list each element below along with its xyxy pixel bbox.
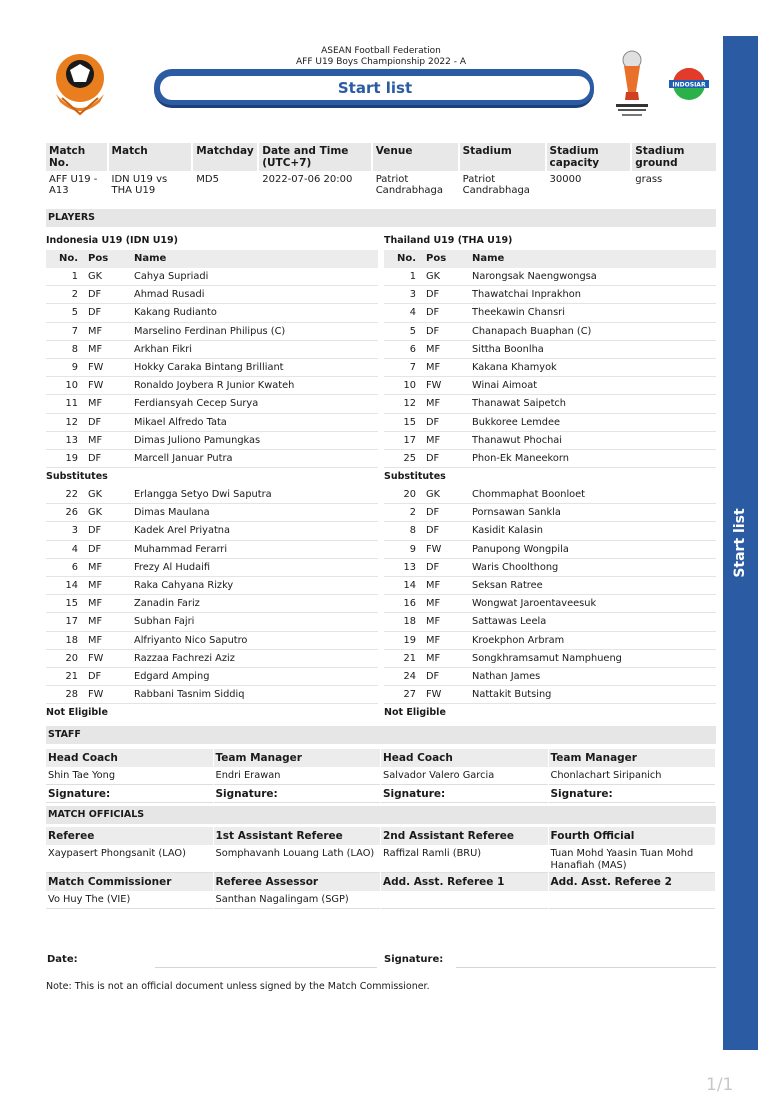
- player-number: 20: [403, 489, 416, 501]
- team-name: Thailand U19 (THA U19): [384, 235, 513, 246]
- player-name: Kroekphon Arbram: [472, 634, 565, 646]
- player-position: MF: [88, 634, 103, 646]
- player-number: 19: [65, 452, 78, 464]
- player-name: Narongsak Naengwongsa: [472, 271, 597, 282]
- player-name: Erlangga Setyo Dwi Saputra: [134, 489, 272, 501]
- substitute-row: [46, 486, 378, 504]
- player-position: DF: [426, 507, 440, 519]
- player-name: Sittha Boonlha: [472, 343, 544, 355]
- substitute-row: [46, 541, 378, 559]
- away-head-coach-label: Head Coach: [381, 749, 548, 767]
- player-position: DF: [88, 543, 102, 555]
- stadium-value: Patriot Candrabhaga: [462, 174, 530, 196]
- substitute-row: [46, 613, 378, 631]
- player-position: MF: [88, 343, 103, 355]
- ground-value: grass: [635, 174, 663, 185]
- starter-row: [384, 323, 716, 341]
- player-name: Thanawat Saipetch: [472, 398, 567, 410]
- referee-label: Referee: [46, 827, 213, 845]
- player-number: 17: [403, 434, 416, 446]
- player-name: Seksan Ratree: [472, 580, 543, 591]
- player-number: 10: [65, 380, 78, 392]
- player-name: Ahmad Rusadi: [134, 289, 205, 301]
- fourth-official-name: Tuan Mohd Yaasin Tuan Mohd Hanafiah (MAS): [549, 845, 716, 873]
- substitutes-label: Substitutes: [46, 471, 108, 483]
- add-asst-referee-1-label: Add. Asst. Referee 1: [381, 873, 548, 891]
- matchday-value: MD5: [196, 174, 219, 185]
- player-number: 10: [403, 380, 416, 392]
- player-position: DF: [426, 452, 440, 464]
- matchday-header: Matchday: [193, 143, 259, 171]
- player-position: DF: [88, 452, 102, 464]
- player-number: 6: [71, 561, 78, 573]
- starter-row: [46, 377, 378, 395]
- player-number: 6: [409, 343, 416, 355]
- venue-header: Venue: [373, 143, 460, 171]
- datetime-header: Date and Time (UTC+7): [259, 143, 372, 171]
- player-name: Chanapach Buaphan (C): [472, 325, 592, 337]
- substitute-row: [384, 522, 716, 540]
- signature-line: [456, 967, 716, 968]
- starter-row: [384, 304, 716, 322]
- player-name: Marcell Januar Putra: [134, 452, 233, 464]
- player-name: Marselino Ferdinan Philipus (C): [134, 325, 286, 337]
- player-name: Mikael Alfredo Tata: [134, 416, 227, 428]
- officials-section-heading: MATCH OFFICIALS: [46, 806, 716, 824]
- player-number: 9: [71, 361, 78, 373]
- player-name: Nattakit Butsing: [472, 689, 552, 701]
- substitute-row: [46, 668, 378, 686]
- player-name: Dimas Maulana: [134, 507, 210, 519]
- starter-row: [46, 286, 378, 304]
- capacity-value: 30000: [549, 174, 582, 185]
- starter-row: [384, 450, 716, 468]
- signature-label: Signature:: [214, 785, 381, 803]
- player-position: DF: [88, 307, 102, 319]
- fourth-official-label: Fourth Official: [549, 827, 716, 845]
- player-name: Subhan Fajri: [134, 616, 195, 628]
- player-position: MF: [88, 616, 103, 628]
- player-position: FW: [426, 380, 442, 392]
- player-position: MF: [88, 598, 103, 610]
- player-number: 1: [409, 271, 416, 282]
- player-name: Waris Choolthong: [472, 561, 559, 573]
- add-asst-referee-1-name: [381, 891, 548, 909]
- ground-header: Stadium ground: [632, 143, 716, 171]
- page-title: Start list: [160, 76, 590, 100]
- page-indicator: 1/1: [706, 1075, 734, 1095]
- assistant-referee-2-label: 2nd Assistant Referee: [381, 827, 548, 845]
- player-position: DF: [426, 289, 440, 301]
- substitute-row: [384, 541, 716, 559]
- substitute-row: [384, 668, 716, 686]
- referee-name: Xaypasert Phongsanit (LAO): [46, 845, 213, 873]
- player-position: GK: [88, 507, 103, 519]
- player-name: Kasidit Kalasin: [472, 525, 543, 537]
- starter-row: [384, 286, 716, 304]
- player-position: GK: [88, 489, 103, 501]
- player-name: Panupong Wongpila: [472, 543, 569, 555]
- player-position: DF: [426, 416, 440, 428]
- player-position: DF: [426, 525, 440, 537]
- player-position: DF: [426, 670, 440, 682]
- substitute-row: [46, 559, 378, 577]
- name-column-header: Name: [134, 253, 167, 264]
- player-number: 8: [71, 343, 78, 355]
- starter-row: [46, 359, 378, 377]
- player-name: Bukkoree Lemdee: [472, 416, 561, 428]
- team-name: Indonesia U19 (IDN U19): [46, 235, 178, 246]
- player-position: GK: [426, 271, 441, 282]
- starter-row: [384, 359, 716, 377]
- player-position: FW: [426, 543, 442, 555]
- player-position: MF: [426, 598, 441, 610]
- player-number: 4: [71, 543, 78, 555]
- substitute-row: [384, 595, 716, 613]
- player-position: MF: [426, 634, 441, 646]
- substitute-row: [46, 650, 378, 668]
- player-number: 5: [409, 325, 416, 337]
- substitute-row: [46, 595, 378, 613]
- player-position: FW: [88, 689, 104, 701]
- substitute-row: [46, 577, 378, 595]
- player-position: MF: [426, 580, 441, 591]
- away-head-coach-name: Salvador Valero Garcia: [381, 767, 548, 785]
- player-number: 9: [409, 543, 416, 555]
- player-name: Arkhan Fikri: [134, 343, 193, 355]
- indosiar-logo-icon: [666, 66, 712, 102]
- player-name: Zanadin Fariz: [134, 598, 200, 610]
- player-position: MF: [426, 343, 441, 355]
- staff-section-heading: STAFF: [46, 726, 716, 744]
- signature-label: Signature:: [46, 785, 213, 803]
- player-position: DF: [88, 289, 102, 301]
- player-table-header: [46, 250, 378, 268]
- player-name: Kadek Arel Priyatna: [134, 525, 231, 537]
- starter-row: [384, 341, 716, 359]
- player-number: 14: [403, 580, 416, 591]
- name-column-header: Name: [472, 253, 505, 264]
- starter-row: [46, 341, 378, 359]
- championship-name: AFF U19 Boys Championship 2022 - A: [295, 57, 467, 67]
- player-number: 4: [409, 307, 416, 319]
- add-asst-referee-2-label: Add. Asst. Referee 2: [549, 873, 716, 891]
- player-name: Phon-Ek Maneekorn: [472, 452, 569, 464]
- match-no-header: Match No.: [46, 143, 109, 171]
- player-number: 14: [65, 580, 78, 591]
- player-position: FW: [426, 689, 442, 701]
- player-name: Nathan James: [472, 670, 541, 682]
- federation-name: ASEAN Football Federation: [321, 46, 441, 56]
- referee-assessor-label: Referee Assessor: [214, 873, 381, 891]
- date-line: [155, 967, 377, 968]
- player-name: Kakana Khamyok: [472, 361, 557, 373]
- match-no-value: AFF U19 - A13: [49, 174, 98, 196]
- no-column-header: No.: [396, 253, 416, 264]
- document-header: [46, 44, 716, 124]
- player-name: Theekawin Chansri: [472, 307, 565, 319]
- starter-row: [384, 268, 716, 286]
- add-asst-referee-2-name: [549, 891, 716, 909]
- player-name: Kakang Rudianto: [134, 307, 217, 319]
- player-name: Frezy Al Hudaifi: [134, 561, 211, 573]
- player-name: Songkhramsamut Namphueng: [472, 652, 622, 664]
- player-position: GK: [88, 271, 103, 282]
- player-number: 15: [403, 416, 416, 428]
- player-position: FW: [88, 652, 104, 664]
- player-number: 20: [65, 652, 78, 664]
- player-number: 2: [409, 507, 416, 519]
- home-head-coach-label: Head Coach: [46, 749, 213, 767]
- home-team-manager-label: Team Manager: [214, 749, 381, 767]
- venue-value: Patriot Candrabhaga: [375, 174, 444, 196]
- player-number: 16: [403, 598, 416, 610]
- player-number: 18: [403, 616, 416, 628]
- starter-row: [384, 414, 716, 432]
- player-name: Cahya Supriadi: [134, 271, 209, 282]
- player-position: GK: [426, 489, 441, 501]
- player-position: MF: [88, 580, 103, 591]
- substitute-row: [384, 686, 716, 704]
- player-position: MF: [426, 398, 441, 410]
- player-number: 2: [71, 289, 78, 301]
- assistant-referee-1-label: 1st Assistant Referee: [214, 827, 381, 845]
- player-position: MF: [88, 325, 103, 337]
- home-head-coach-name: Shin Tae Yong: [46, 767, 213, 785]
- home-team-manager-name: Endri Erawan: [214, 767, 381, 785]
- player-name: Hokky Caraka Bintang Brilliant: [134, 361, 284, 373]
- player-number: 28: [65, 689, 78, 701]
- pos-column-header: Pos: [88, 253, 109, 264]
- substitute-row: [46, 522, 378, 540]
- player-position: DF: [426, 561, 440, 573]
- player-number: 17: [65, 616, 78, 628]
- away-team-manager-label: Team Manager: [549, 749, 716, 767]
- staff-grid: [46, 749, 716, 803]
- player-position: DF: [88, 416, 102, 428]
- player-number: 13: [65, 434, 78, 446]
- player-position: FW: [88, 361, 104, 373]
- player-number: 19: [403, 634, 416, 646]
- pos-column-header: Pos: [426, 253, 447, 264]
- substitute-row: [384, 613, 716, 631]
- substitute-row: [46, 504, 378, 522]
- player-name: Chommaphat Boonloet: [472, 489, 586, 501]
- substitute-row: [384, 559, 716, 577]
- player-number: 27: [403, 689, 416, 701]
- stadium-header: Stadium: [460, 143, 547, 171]
- footer-signature-label: Signature:: [384, 954, 444, 965]
- substitute-row: [384, 504, 716, 522]
- player-name: Sattawas Leela: [472, 616, 547, 628]
- match-info-table: [46, 143, 716, 199]
- signature-label: Signature:: [549, 785, 716, 803]
- player-name: Muhammad Ferarri: [134, 543, 228, 555]
- player-position: MF: [88, 398, 103, 410]
- team-away: [384, 232, 716, 722]
- player-name: Dimas Juliono Pamungkas: [134, 434, 261, 446]
- starter-row: [46, 414, 378, 432]
- match-header: Match: [109, 143, 194, 171]
- starter-row: [46, 432, 378, 450]
- player-number: 18: [65, 634, 78, 646]
- player-number: 3: [71, 525, 78, 537]
- assistant-referee-2-name: Raffizal Ramli (BRU): [381, 845, 548, 873]
- not-eligible-label: Not Eligible: [46, 707, 108, 719]
- player-name: Thawatchai Inprakhon: [472, 289, 581, 301]
- player-name: Pornsawan Sankla: [472, 507, 561, 519]
- match-commissioner-label: Match Commissioner: [46, 873, 213, 891]
- not-eligible-label: Not Eligible: [384, 707, 446, 719]
- starter-row: [46, 323, 378, 341]
- capacity-header: Stadium capacity: [547, 143, 633, 171]
- player-number: 25: [403, 452, 416, 464]
- player-position: MF: [426, 652, 441, 664]
- player-number: 7: [409, 361, 416, 373]
- player-number: 8: [409, 525, 416, 537]
- player-name: Rabbani Tasnim Siddiq: [134, 689, 245, 701]
- player-name: Winai Aimoat: [472, 380, 538, 392]
- player-name: Alfriyanto Nico Saputro: [134, 634, 248, 646]
- player-position: DF: [88, 525, 102, 537]
- player-number: 22: [65, 489, 78, 501]
- player-position: MF: [88, 434, 103, 446]
- substitute-row: [384, 632, 716, 650]
- player-name: Razzaa Fachrezi Aziz: [134, 652, 235, 664]
- players-section-heading: PLAYERS: [46, 209, 716, 227]
- starter-row: [46, 268, 378, 286]
- referee-assessor-name: Santhan Nagalingam (SGP): [214, 891, 381, 909]
- player-name: Edgard Amping: [134, 670, 210, 682]
- match-value: IDN U19 vs THA U19: [111, 174, 168, 196]
- disclaimer-note: Note: This is not an official document unless signed by the Match Commissioner.: [46, 981, 430, 992]
- signature-label: Signature:: [381, 785, 548, 803]
- starter-row: [384, 432, 716, 450]
- player-position: MF: [88, 561, 103, 573]
- player-position: MF: [426, 434, 441, 446]
- no-column-header: No.: [58, 253, 78, 264]
- officials-grid: [46, 827, 716, 909]
- date-label: Date:: [47, 954, 78, 965]
- substitutes-label: Substitutes: [384, 471, 446, 483]
- substitute-row: [46, 686, 378, 704]
- datetime-value: 2022-07-06 20:00: [262, 174, 353, 185]
- assistant-referee-1-name: Somphavanh Louang Lath (LAO): [214, 845, 381, 873]
- player-number: 12: [65, 416, 78, 428]
- player-position: DF: [426, 325, 440, 337]
- starter-row: [46, 395, 378, 413]
- player-name: Thanawut Phochai: [472, 434, 563, 446]
- player-table-header: [384, 250, 716, 268]
- player-position: FW: [88, 380, 104, 392]
- player-number: 21: [65, 670, 78, 682]
- team-home: [46, 232, 378, 722]
- player-number: 13: [403, 561, 416, 573]
- championship-trophy-logo-icon: [612, 48, 652, 124]
- player-position: MF: [426, 616, 441, 628]
- player-name: Raka Cahyana Rizky: [134, 580, 234, 591]
- player-number: 5: [71, 307, 78, 319]
- player-number: 26: [65, 507, 78, 519]
- match-commissioner-name: Vo Huy The (VIE): [46, 891, 213, 909]
- starter-row: [384, 395, 716, 413]
- player-number: 11: [65, 398, 78, 410]
- starter-row: [46, 304, 378, 322]
- player-number: 7: [71, 325, 78, 337]
- substitute-row: [384, 577, 716, 595]
- player-name: Ferdiansyah Cecep Surya: [134, 398, 259, 410]
- substitute-row: [384, 486, 716, 504]
- player-number: 3: [409, 289, 416, 301]
- player-number: 12: [403, 398, 416, 410]
- player-name: Ronaldo Joybera R Junior Kwateh: [134, 380, 295, 392]
- player-number: 21: [403, 652, 416, 664]
- player-name: Wongwat Jaroentaveesuk: [472, 598, 597, 610]
- away-team-manager-name: Chonlachart Siripanich: [549, 767, 716, 785]
- player-position: MF: [426, 361, 441, 373]
- player-number: 1: [71, 271, 78, 282]
- substitute-row: [46, 632, 378, 650]
- tv-logo-text: INDOSIAR: [672, 81, 706, 89]
- sidebar-title: Start list: [732, 508, 748, 578]
- starter-row: [384, 377, 716, 395]
- player-number: 15: [65, 598, 78, 610]
- player-number: 24: [403, 670, 416, 682]
- player-position: DF: [88, 670, 102, 682]
- player-position: DF: [426, 307, 440, 319]
- substitute-row: [384, 650, 716, 668]
- starter-row: [46, 450, 378, 468]
